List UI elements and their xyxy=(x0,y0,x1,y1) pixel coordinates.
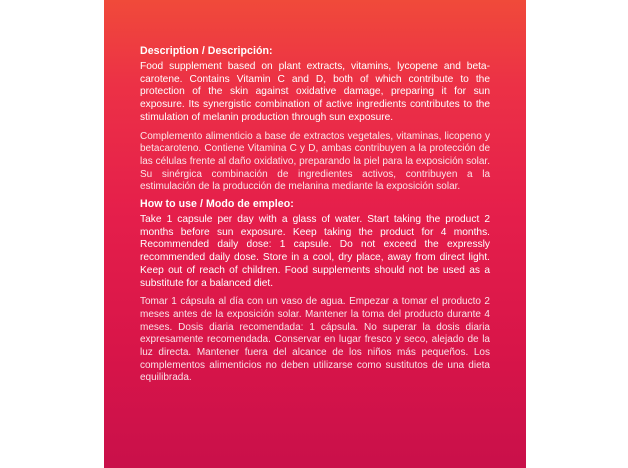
description-heading: Description / Descripción: xyxy=(140,45,273,57)
how-to-use-spanish-text: Tomar 1 cápsula al día con un vaso de agua. Empezar a tomar el producto 2 meses antes de la exposición solar. Mantener la toma del producto durante 4 meses. Dosis diaria recomendada: 1 cápsula. No superar la dosis diaria expresamente recomendada. Conservar en lugar fresco y seco, alejado de la luz directa. Mantener fuera del alcance de los niños más pequeños. Los complementos alimenticios no deben utilizarse como sustitutos de una dieta equilibrada. xyxy=(140,296,490,384)
description-english-text: Food supplement based on plant extracts, vitamins, lycopene and beta-carotene. Contains Vitamin C and D, both of which contribute to the protection of the skin against oxidative damage, preparing it for sun exposure. Its synergistic combination of active ingredients contributes to the stimulation of melanin production through sun exposure. xyxy=(140,61,490,123)
description-spanish-text: Complemento alimenticio a base de extractos vegetales, vitaminas, licopeno y betacaroteno. Contiene Vitamina C y D, ambas contribuyen a la protección de las células frente al daño oxidativo, preparando la piel para la exposición solar. Su sinérgica combinación de ingredientes activos, contribuyen a la estimulación de la producción de melanina mediante la exposición solar. xyxy=(140,130,490,193)
how-to-use-english-text: Take 1 capsule per day with a glass of water. Start taking the product 2 months before sun exposure. Keep taking the product for 4 months. Recommended daily dose: 1 capsule. Do not exceed the expressly recommended daily dose. Store in a cool, dry place, away from direct light. Keep out of reach of children. Food supplements should not be used as a substitute for a balanced diet. xyxy=(140,214,490,289)
how-to-use-heading: How to use / Modo de empleo: xyxy=(140,198,294,211)
product-info-panel xyxy=(104,0,526,468)
product-info-content xyxy=(140,44,490,385)
